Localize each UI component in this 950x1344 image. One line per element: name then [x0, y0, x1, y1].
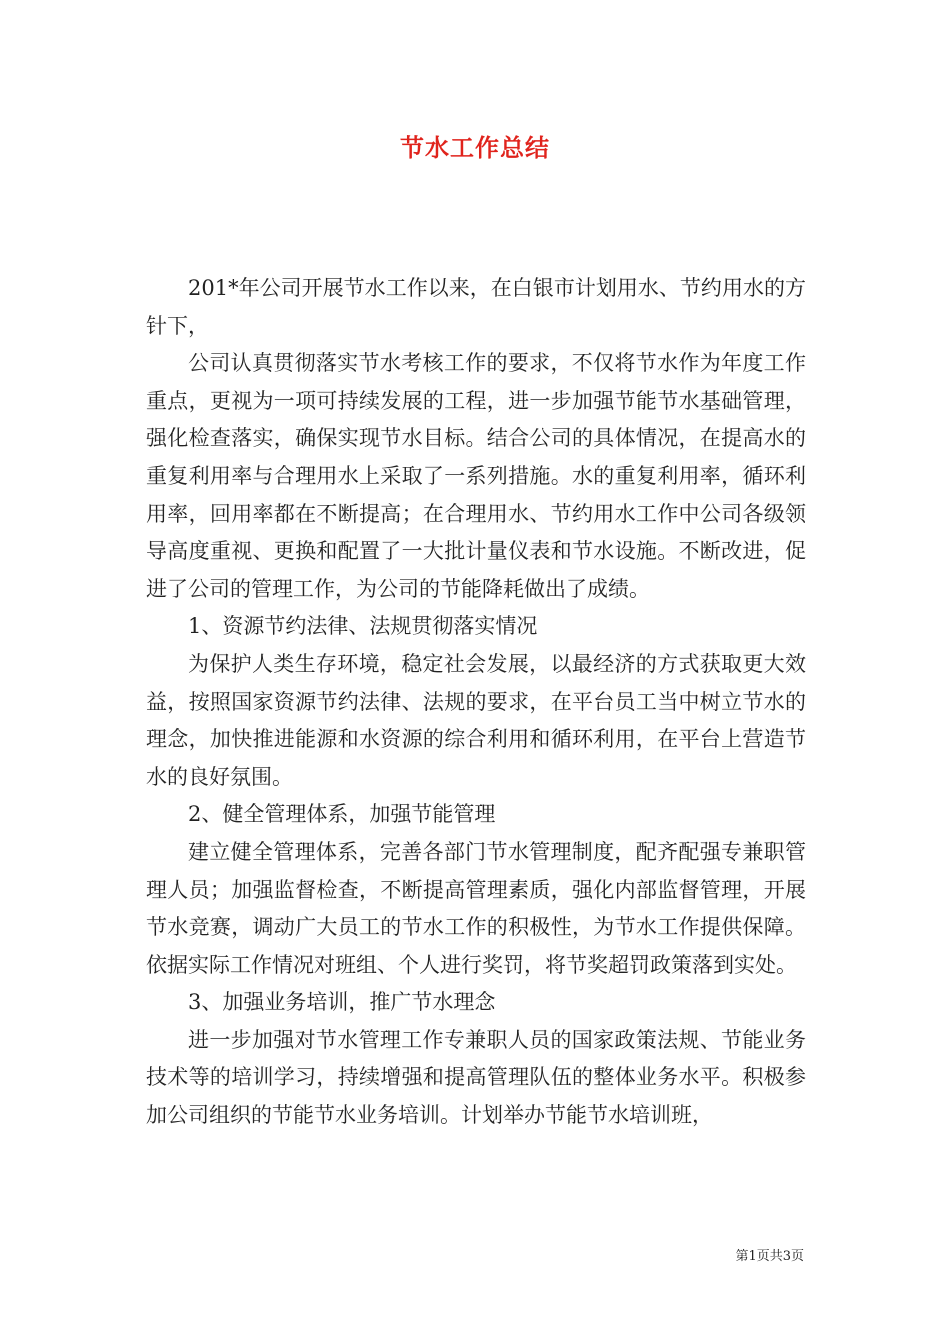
document-title: 节水工作总结	[400, 134, 550, 162]
document-body	[146, 270, 806, 1135]
paragraph: 进一步加强对节水管理工作专兼职人员的国家政策法规、节能业务技术等的培训学习，持续增强和提高管理队伍的整体业务水平。积极参加公司组织的节能节水业务培训。计划举办节能节水培训班，	[146, 1027, 806, 1128]
paragraph: 201*年公司开展节水工作以来，在白银市计划用水、节约用水的方针下，	[146, 276, 806, 338]
paragraph: 建立健全管理体系，完善各部门节水管理制度，配齐配强专兼职管理人员；加强监督检查，不断提高管理素质，强化内部监督管理，开展节水竞赛，调动广大员工的节水工作的积极性，为节水工作提供保障。依据实际工作情况对班组、个人进行奖罚，将节奖超罚政策落到实处。	[146, 839, 806, 977]
section-heading: 3、加强业务培训，推广节水理念	[188, 990, 496, 1015]
paragraph: 为保护人类生存环境，稳定社会发展，以最经济的方式获取更大效益，按照国家资源节约法律、法规的要求，在平台员工当中树立节水的理念，加快推进能源和水资源的综合利用和循环利用，在平台上营造节水的良好氛围。	[146, 651, 806, 789]
paragraph: 公司认真贯彻落实节水考核工作的要求，不仅将节水作为年度工作重点，更视为一项可持续发展的工程，进一步加强节能节水基础管理，强化检查落实，确保实现节水目标。结合公司的具体情况，在提高水的重复利用率与合理用水上采取了一系列措施。水的重复利用率，循环利用率，回用率都在不断提高；在合理用水、节约用水工作中公司各级领导高度重视、更换和配置了一大批计量仪表和节水设施。不断改进，促进了公司的管理工作，为公司的节能降耗做出了成绩。	[146, 351, 806, 601]
page-number-footer: 第1页共3页	[735, 1249, 804, 1264]
section-heading: 2、健全管理体系，加强节能管理	[188, 802, 496, 827]
section-heading: 1、资源节约法律、法规贯彻落实情况	[188, 614, 538, 639]
